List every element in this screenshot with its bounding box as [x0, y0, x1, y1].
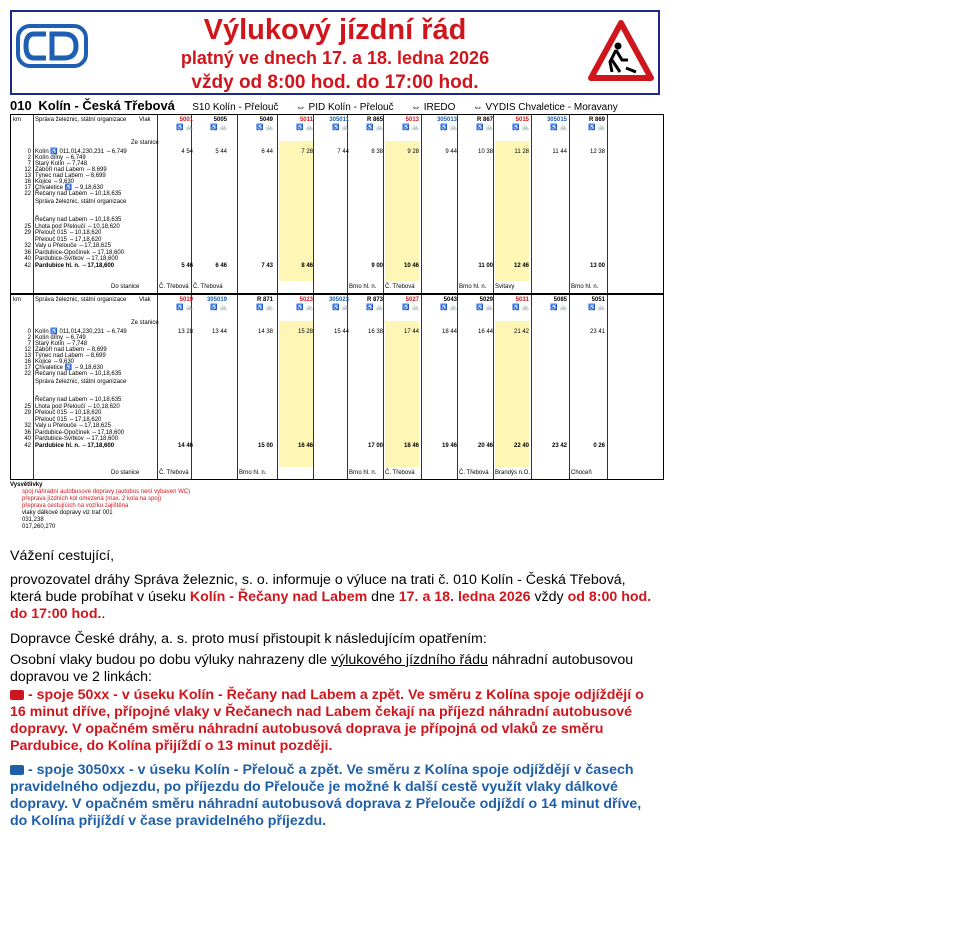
column-divider [347, 115, 348, 293]
station-name: Přelouč 015 ⇔10,18,620 [35, 410, 102, 416]
departure-time: 9 44 [445, 149, 457, 155]
arrival-time: 16 46 [297, 442, 313, 449]
train-number: 305019 [206, 297, 227, 303]
arrival-time: 9 00 [371, 262, 383, 269]
train-symbols: ♿ 🚲 [176, 125, 193, 131]
column-divider [277, 115, 278, 293]
destination: Č. Třebová [385, 284, 415, 290]
station-km: 16 [24, 179, 31, 185]
train-symbols: ♿ 🚲 [256, 305, 273, 311]
legend-item: přeprava jízdních kol omezena (max. 2 kola na spoj) [22, 496, 162, 502]
route-number: 010 [10, 98, 32, 113]
train-number: R 869 [588, 117, 605, 123]
column-divider [313, 295, 314, 479]
arrival-time: 18 46 [403, 442, 419, 449]
station-name: Přelouč 015 ⇔17,18,620 [35, 236, 102, 243]
departure-time: 7 44 [337, 149, 349, 155]
column-divider [493, 115, 494, 293]
arrival-time: 11 00 [478, 262, 493, 269]
timetable-header [10, 10, 660, 95]
train-number: 305013 [436, 117, 457, 123]
column-divider [569, 295, 570, 479]
departure-time: 8 38 [371, 149, 383, 155]
train-symbols: ♿ 🚲 [366, 305, 383, 311]
col-km: km [13, 117, 21, 123]
station-km: 29 [24, 230, 31, 236]
station-km: 12 [24, 167, 31, 173]
column-divider [383, 115, 384, 293]
station-name: Chvaletice ♿ ⇔9,18,630 [35, 365, 104, 371]
departure-time: 9 28 [407, 149, 419, 155]
departure-time: 13 28 [177, 329, 193, 335]
departure-time: 16 38 [367, 329, 383, 335]
route-name: Kolín - Česká Třebová [38, 98, 175, 113]
station-km: 36 [24, 249, 31, 256]
departure-time: 23 41 [589, 329, 605, 335]
departure-time: 12 38 [589, 149, 605, 155]
highlight-column [495, 141, 529, 281]
arrival-time: 10 46 [403, 262, 419, 269]
train-symbols: ♿ 🚲 [332, 125, 349, 131]
cd-logo [16, 22, 88, 70]
column-divider [457, 115, 458, 293]
timetable-bottom [10, 294, 664, 480]
train-symbols: ♿ 🚲 [512, 125, 529, 131]
column-divider [383, 295, 384, 479]
column-divider [531, 295, 532, 479]
station-km: 2 [27, 155, 31, 161]
column-divider [33, 115, 34, 293]
station-name: Řečany nad Labem ⇔10,18,635 [35, 397, 122, 403]
station-name: Lhota pod Přeloučí ⇔10,18,620 [35, 403, 120, 410]
legend-title: Vysvětlivky [10, 482, 43, 488]
station-name: Chvaletice ♿ ⇔9,18,630 [35, 185, 104, 191]
station-km: 7 [27, 341, 31, 347]
train-number: R 873 [366, 297, 383, 303]
station-km: 40 [24, 436, 31, 442]
train-number: 5005 [213, 117, 227, 123]
route-line [10, 98, 664, 112]
departure-time: 5 44 [215, 149, 227, 155]
departure-time: 14 38 [257, 329, 273, 335]
column-divider [493, 295, 494, 479]
departure-time: 21 42 [513, 329, 529, 335]
destination: Choceň [571, 470, 592, 476]
station-name: Záboří nad Labem ⇔8,699 [35, 167, 107, 173]
station-name: Přelouč 015 ⇔10,18,620 [35, 230, 102, 236]
train-number: 5031 [515, 297, 529, 303]
station-name: Pardubice-Svítkov ⇔17,18,600 [35, 436, 119, 442]
operator-label: Správa železnic, státní organizace [35, 297, 127, 303]
to-station-label: Do stanice [111, 284, 140, 290]
train-symbols: ♿ 🚲 [176, 305, 193, 311]
station-name: Pardubice-Opočínek ⇔17,18,600 [35, 249, 125, 256]
destination: Brno hl. n. [349, 470, 377, 476]
train-symbols: ♿ 🚲 [440, 125, 457, 131]
column-divider [421, 115, 422, 293]
station-km: 22 [24, 371, 31, 377]
arrival-time: 20 46 [477, 442, 493, 449]
station-name: Lhota pod Přeloučí ⇔10,18,620 [35, 223, 120, 230]
station-km: 29 [24, 410, 31, 416]
arrival-time: 6 46 [215, 262, 227, 269]
departure-time: 17 44 [403, 329, 419, 335]
station-km: 0 [27, 329, 31, 335]
column-divider [191, 295, 192, 479]
station-name: Pardubice-Svítkov ⇔17,18,600 [35, 256, 119, 262]
arrival-time: 14 46 [177, 442, 193, 449]
train-symbols: ♿ 🚲 [296, 305, 313, 311]
validity-time: vždy od 8:00 hod. do 17:00 hod. [191, 72, 479, 93]
destination: Brno hl. n. [239, 470, 267, 476]
station-km: 13 [24, 353, 31, 359]
station-name: Kolín ♿ 011,014,230,231 ⇔6,749 [35, 329, 127, 335]
train-number: 305011 [329, 117, 349, 123]
column-divider [457, 295, 458, 479]
highlight-column [279, 141, 313, 281]
station-name: Kolín dílny ⇔6,749 [35, 155, 86, 161]
column-divider [237, 295, 238, 479]
departure-time: 13 44 [211, 329, 227, 335]
arrival-time: 12 46 [513, 262, 529, 269]
departure-time: 15 28 [297, 329, 313, 335]
from-station-label: Ze stanice [131, 320, 159, 326]
column-divider [421, 295, 422, 479]
validity-dates: platný ve dnech 17. a 18. ledna 2026 [180, 48, 490, 68]
station-km: 32 [24, 423, 31, 429]
notice-paragraph-3: Osobní vlaky budou po dobu výluky nahrazeny dle výlukového jízdního řádu náhradní autobusovou dopravou ve 2 linkách: [10, 652, 634, 685]
train-symbols: ♿ 🚲 [332, 305, 349, 311]
station-km: 17 [24, 185, 31, 191]
station-name: Týnec nad Labem ⇔8,699 [35, 173, 106, 179]
notice-line-50xx: - spoje 50xx - v úseku Kolín - Řečany nad Labem a zpět. Ve směru z Kolína spoje odjíždějí o 16 minut dříve, přípojné vlaky v Řečanech nad Labem čekají na příjezd náhradní autobusové dopravy. V opačném směru náhradní autobusová doprava je přípojná od vlaků ze směru Pardubice, do Kolína přijíždí o 13 minut později. [10, 687, 644, 754]
legend-item: vlaky dálkové dopravy viz trať 001 [22, 510, 113, 516]
station-km: 7 [27, 161, 31, 167]
station-name: Pardubice hl. n. ⇔17,18,600 [35, 442, 115, 449]
arrival-time: 15 00 [257, 442, 273, 449]
destination: Č. Třebová [193, 284, 223, 290]
departure-time: 16 44 [477, 329, 493, 335]
train-symbols: ♿ 🚲 [402, 125, 419, 131]
destination: Č. Třebová [159, 470, 189, 476]
station-name: Pardubice hl. n. ⇔17,18,600 [35, 262, 115, 269]
timetable-top [10, 114, 664, 294]
column-divider [313, 115, 314, 293]
train-number: 5051 [591, 297, 605, 303]
train-symbols: ♿ 🚲 [440, 305, 457, 311]
route-pid: ⇔ PID Kolín - Přelouč [295, 102, 394, 113]
notice-greeting: Vážení cestující, [10, 548, 115, 564]
station-name: Kolín dílny ⇔6,749 [35, 335, 86, 341]
column-divider [33, 295, 34, 479]
train-symbols: ♿ 🚲 [256, 125, 273, 131]
station-name: Přelouč 015 ⇔17,18,620 [35, 416, 102, 423]
station-km: 22 [24, 191, 31, 197]
station-name: Záboří nad Labem ⇔8,699 [35, 347, 107, 353]
train-symbols: ♿ 🚲 [476, 305, 493, 311]
column-divider [237, 115, 238, 293]
train-number: 305015 [546, 117, 567, 123]
legend-item: přeprava cestujících na vozíku zajištěna [22, 503, 129, 509]
route-s-line: S10 Kolín - Přelouč [192, 102, 279, 113]
bus-red-icon [10, 690, 24, 700]
departure-time: 6 44 [261, 149, 273, 155]
operator-label: Správa železnic, státní organizace [35, 117, 127, 123]
arrival-time: 23 42 [551, 442, 567, 449]
station-name: Valy u Přelouče ⇔17,18,625 [35, 243, 111, 249]
train-number: R 871 [256, 297, 273, 303]
train-number: R 867 [476, 117, 493, 123]
train-number: 5043 [443, 297, 457, 303]
station-km: 32 [24, 243, 31, 249]
legend-item: spoj náhradní autobusové dopravy (autobus není vybaven WC) [22, 489, 191, 495]
station-km: 42 [24, 442, 31, 449]
train-symbols: ♿ 🚲 [550, 125, 567, 131]
station-km: 25 [24, 223, 31, 230]
bus-blue-icon [10, 765, 24, 775]
highlight-column [385, 141, 419, 281]
route-iredo: ⇔ IREDO [410, 102, 456, 113]
destination: Brno hl. n. [349, 284, 377, 290]
column-divider [607, 115, 608, 293]
station-km: 16 [24, 359, 31, 365]
column-divider [569, 115, 570, 293]
station-km: 42 [24, 262, 31, 269]
column-divider [531, 115, 532, 293]
station-name: Týnec nad Labem ⇔8,699 [35, 353, 106, 359]
arrival-time: 0 26 [593, 442, 605, 449]
train-number: 5015 [515, 117, 529, 123]
train-number: 5027 [405, 297, 419, 303]
page-title: Výlukový jízdní řád [203, 14, 467, 46]
station-km: 36 [24, 429, 31, 436]
destination: Č. Třebová [459, 470, 489, 476]
station-name: Starý Kolín ⇔7,748 [35, 341, 88, 347]
train-symbols: ♿ 🚲 [476, 125, 493, 131]
destination: Č. Třebová [385, 470, 415, 476]
departure-time: 4 54 [181, 149, 193, 155]
train-symbols: ♿ 🚲 [296, 125, 313, 131]
train-symbols: ♿ 🚲 [210, 125, 227, 131]
arrival-time: 8 46 [301, 262, 313, 269]
route-vydis: ⇔ VYDIS Chvaletice - Moravany [472, 102, 618, 113]
train-symbols: ♿ 🚲 [512, 305, 529, 311]
operator-label: Správa železnic, státní organizace [35, 379, 127, 385]
train-number: 5013 [405, 117, 419, 123]
arrival-time: 13 00 [589, 262, 605, 269]
train-number: 5085 [553, 297, 567, 303]
destination: Brandýs n.O. [495, 470, 531, 476]
train-number: 5049 [259, 117, 273, 123]
departure-time: 18 44 [441, 329, 457, 335]
train-number: R 865 [366, 117, 383, 123]
notice-paragraph-1: provozovatel dráhy Správa železnic, s. o. informuje o výluce na trati č. 010 Kolín - Česká Třebová, která bude probíhat v úseku Kolín - Řečany nad Labem dne 17. a 18. ledna 2026 vždy od 8:00 hod. do 17:00 hod.. [10, 572, 652, 622]
legend [10, 482, 190, 531]
notice-paragraph-2: Dopravce České dráhy, a. s. proto musí přistoupit k následujícím opatřením: [10, 631, 487, 647]
departure-time: 15 44 [333, 329, 349, 335]
train-number: 5023 [299, 297, 313, 303]
station-km: 25 [24, 403, 31, 410]
column-divider [607, 295, 608, 479]
legend-item: 017,260,270 [22, 524, 56, 530]
legend-item: 031,238 [22, 517, 44, 523]
train-number: 5019 [179, 297, 193, 303]
station-name: Starý Kolín ⇔7,748 [35, 161, 88, 167]
col-km: km [13, 297, 21, 303]
destination: Brno hl. n. [459, 284, 487, 290]
station-name: Pardubice-Opočínek ⇔17,18,600 [35, 429, 125, 436]
station-name: Kojice ⇔9,630 [35, 359, 75, 365]
station-km: 13 [24, 173, 31, 179]
arrival-time: 17 00 [367, 442, 383, 449]
train-symbols: ♿ 🚲 [588, 125, 605, 131]
train-symbols: ♿ 🚲 [366, 125, 383, 131]
station-km: 40 [24, 256, 31, 262]
station-km: 12 [24, 347, 31, 353]
train-number: 305023 [328, 297, 349, 303]
arrival-time: 19 46 [441, 442, 457, 449]
train-symbols: ♿ 🚲 [210, 305, 227, 311]
arrival-time: 22 40 [513, 442, 529, 449]
from-station-label: Ze stanice [131, 140, 159, 146]
station-name: Valy u Přelouče ⇔17,18,625 [35, 423, 111, 429]
destination: Č. Třebová [159, 284, 189, 290]
to-station-label: Do stanice [111, 470, 140, 476]
column-divider [347, 295, 348, 479]
train-number: 5001 [179, 117, 193, 123]
roadwork-warning-icon [588, 20, 654, 82]
departure-time: 11 28 [514, 149, 529, 155]
station-name: Řečany nad Labem ⇔10,18,635 [35, 371, 122, 377]
arrival-time: 7 43 [261, 262, 273, 269]
station-name: Kolín ♿ 011,014,230,231 ⇔6,749 [35, 149, 127, 155]
timetable-link[interactable]: výlukového jízdního řádu [331, 652, 488, 668]
train-number: 5011 [299, 117, 313, 123]
arrival-time: 5 46 [181, 262, 193, 269]
station-name: Řečany nad Labem ⇔10,18,635 [35, 191, 122, 197]
col-vlak: Vlak [139, 117, 151, 123]
column-divider [277, 295, 278, 479]
departure-time: 11 44 [552, 149, 567, 155]
train-symbols: ♿ 🚲 [550, 305, 567, 311]
station-name: Kojice ⇔9,630 [35, 179, 75, 185]
col-vlak: Vlak [139, 297, 151, 303]
station-name: Řečany nad Labem ⇔10,18,635 [35, 217, 122, 223]
destination: Brno hl. n. [571, 284, 599, 290]
train-symbols: ♿ 🚲 [402, 305, 419, 311]
departure-time: 10 38 [477, 149, 493, 155]
notice-line-3050xx: - spoje 3050xx - v úseku Kolín - Přelouč a zpět. Ve směru z Kolína spoje odjíždějí v časech pravidelného odjezdu, po příjezdu do Přelouče je možné k další cestě využít vlaky dálkové dopravy. V opačném směru náhradní autobusová doprava z Přelouče odjíždí o 14 minut dříve, do Kolína přijíždí v čase pravidelného příjezdu. [10, 762, 642, 829]
station-km: 2 [27, 335, 31, 341]
train-number: 5029 [479, 297, 493, 303]
destination: Svitavy [495, 284, 515, 290]
train-symbols: ♿ 🚲 [588, 305, 605, 311]
departure-time: 7 28 [301, 149, 313, 155]
station-km: 0 [27, 149, 31, 155]
operator-label: Správa železnic, státní organizace [35, 199, 127, 205]
station-km: 17 [24, 365, 31, 371]
